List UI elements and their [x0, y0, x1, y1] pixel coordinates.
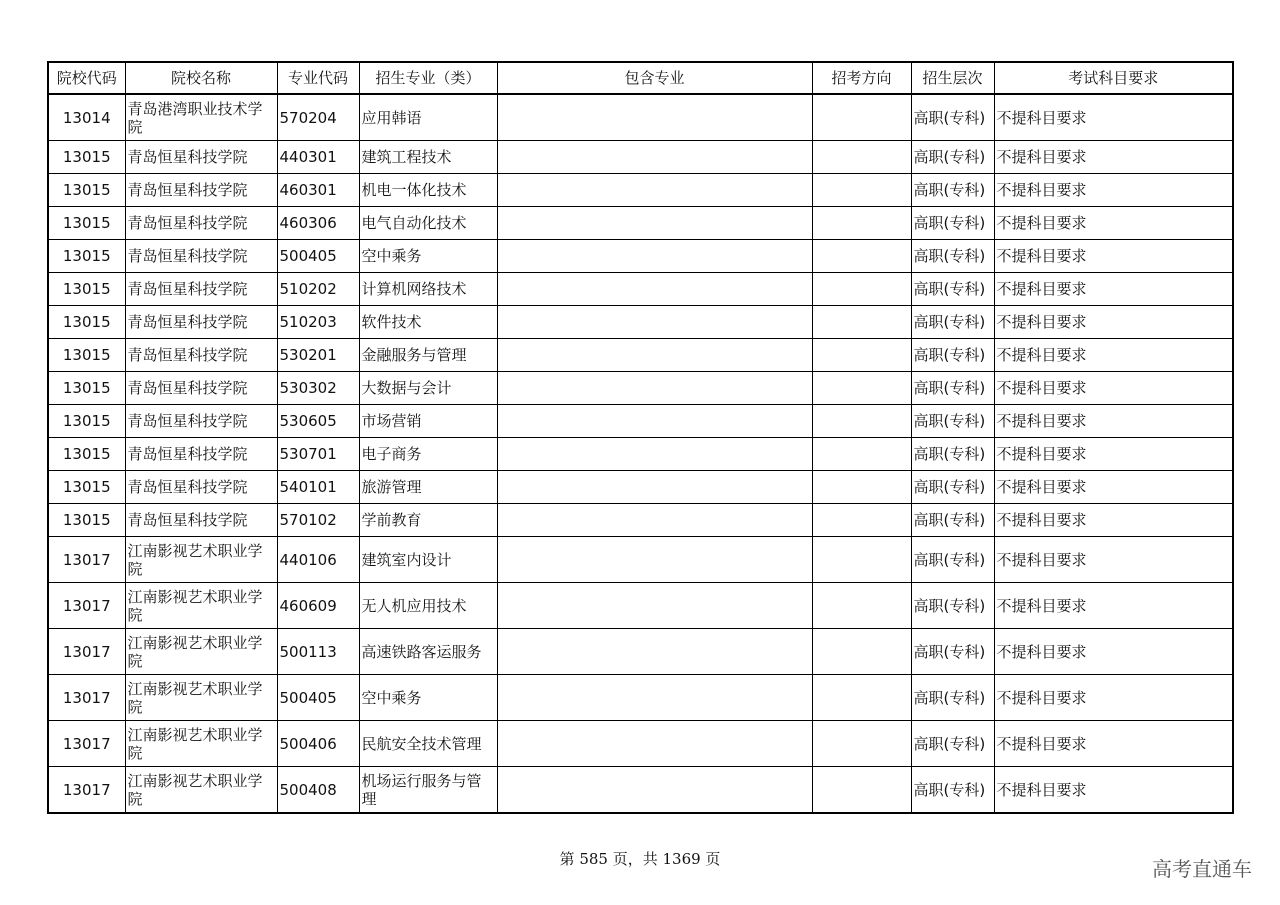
cell-level: 高职(专科)	[911, 306, 994, 339]
cell-direction	[812, 583, 911, 629]
cell-major-code: 460301	[277, 174, 359, 207]
cell-major: 应用韩语	[359, 94, 497, 141]
cell-school-code: 13017	[48, 583, 125, 629]
cell-major-code: 500405	[277, 675, 359, 721]
cell-subject-requirement: 不提科目要求	[994, 94, 1233, 141]
cell-included-majors	[497, 339, 812, 372]
cell-direction	[812, 537, 911, 583]
cell-major-code: 530701	[277, 438, 359, 471]
cell-school-code: 13015	[48, 273, 125, 306]
cell-school-code: 13015	[48, 405, 125, 438]
cell-level: 高职(专科)	[911, 141, 994, 174]
cell-level: 高职(专科)	[911, 504, 994, 537]
cell-school-name: 青岛港湾职业技术学院	[125, 94, 277, 141]
cell-subject-requirement: 不提科目要求	[994, 504, 1233, 537]
cell-school-name: 江南影视艺术职业学院	[125, 583, 277, 629]
cell-direction	[812, 339, 911, 372]
cell-school-code: 13017	[48, 629, 125, 675]
cell-school-name: 江南影视艺术职业学院	[125, 721, 277, 767]
cell-school-name: 江南影视艺术职业学院	[125, 537, 277, 583]
cell-major-code: 500408	[277, 767, 359, 814]
cell-school-name: 青岛恒星科技学院	[125, 339, 277, 372]
table-row	[48, 438, 1233, 471]
col-header-included-majors: 包含专业	[497, 62, 812, 94]
cell-direction	[812, 94, 911, 141]
cell-major-code: 540101	[277, 471, 359, 504]
cell-school-name: 青岛恒星科技学院	[125, 240, 277, 273]
table-row	[48, 174, 1233, 207]
table-row	[48, 273, 1233, 306]
cell-school-code: 13015	[48, 306, 125, 339]
col-header-level: 招生层次	[911, 62, 994, 94]
cell-school-code: 13015	[48, 141, 125, 174]
cell-included-majors	[497, 372, 812, 405]
cell-major-code: 530302	[277, 372, 359, 405]
cell-included-majors	[497, 306, 812, 339]
table-row	[48, 537, 1233, 583]
cell-major: 电气自动化技术	[359, 207, 497, 240]
cell-direction	[812, 471, 911, 504]
cell-included-majors	[497, 504, 812, 537]
cell-subject-requirement: 不提科目要求	[994, 675, 1233, 721]
cell-level: 高职(专科)	[911, 174, 994, 207]
cell-school-name: 青岛恒星科技学院	[125, 141, 277, 174]
cell-school-name: 江南影视艺术职业学院	[125, 629, 277, 675]
cell-school-code: 13014	[48, 94, 125, 141]
cell-direction	[812, 675, 911, 721]
cell-major: 民航安全技术管理	[359, 721, 497, 767]
cell-direction	[812, 405, 911, 438]
cell-direction	[812, 174, 911, 207]
cell-included-majors	[497, 675, 812, 721]
table-row	[48, 767, 1233, 814]
cell-school-name: 青岛恒星科技学院	[125, 438, 277, 471]
cell-major-code: 500405	[277, 240, 359, 273]
col-header-subject-requirement: 考试科目要求	[994, 62, 1233, 94]
cell-direction	[812, 504, 911, 537]
cell-level: 高职(专科)	[911, 240, 994, 273]
col-header-major-code: 专业代码	[277, 62, 359, 94]
table-row	[48, 240, 1233, 273]
cell-school-name: 青岛恒星科技学院	[125, 306, 277, 339]
cell-included-majors	[497, 438, 812, 471]
cell-major-code: 510203	[277, 306, 359, 339]
table-row	[48, 207, 1233, 240]
cell-school-code: 13015	[48, 372, 125, 405]
cell-direction	[812, 629, 911, 675]
cell-included-majors	[497, 207, 812, 240]
cell-direction	[812, 141, 911, 174]
table-row	[48, 721, 1233, 767]
cell-level: 高职(专科)	[911, 721, 994, 767]
admission-table	[47, 61, 1234, 814]
cell-included-majors	[497, 537, 812, 583]
cell-level: 高职(专科)	[911, 767, 994, 814]
cell-level: 高职(专科)	[911, 94, 994, 141]
table-row	[48, 94, 1233, 141]
cell-level: 高职(专科)	[911, 339, 994, 372]
cell-level: 高职(专科)	[911, 438, 994, 471]
cell-included-majors	[497, 405, 812, 438]
cell-included-majors	[497, 174, 812, 207]
cell-subject-requirement: 不提科目要求	[994, 174, 1233, 207]
cell-direction	[812, 721, 911, 767]
table-row	[48, 306, 1233, 339]
cell-major: 学前教育	[359, 504, 497, 537]
cell-subject-requirement: 不提科目要求	[994, 240, 1233, 273]
cell-subject-requirement: 不提科目要求	[994, 306, 1233, 339]
cell-major: 计算机网络技术	[359, 273, 497, 306]
cell-level: 高职(专科)	[911, 405, 994, 438]
cell-subject-requirement: 不提科目要求	[994, 721, 1233, 767]
cell-school-code: 13017	[48, 721, 125, 767]
cell-major-code: 530605	[277, 405, 359, 438]
cell-major: 电子商务	[359, 438, 497, 471]
cell-subject-requirement: 不提科目要求	[994, 767, 1233, 814]
cell-major: 高速铁路客运服务	[359, 629, 497, 675]
table-row	[48, 471, 1233, 504]
cell-included-majors	[497, 94, 812, 141]
cell-school-name: 青岛恒星科技学院	[125, 273, 277, 306]
cell-direction	[812, 767, 911, 814]
cell-level: 高职(专科)	[911, 372, 994, 405]
cell-subject-requirement: 不提科目要求	[994, 207, 1233, 240]
cell-school-code: 13015	[48, 339, 125, 372]
cell-school-code: 13017	[48, 537, 125, 583]
cell-school-name: 青岛恒星科技学院	[125, 174, 277, 207]
cell-major-code: 500406	[277, 721, 359, 767]
cell-major: 金融服务与管理	[359, 339, 497, 372]
cell-subject-requirement: 不提科目要求	[994, 471, 1233, 504]
cell-subject-requirement: 不提科目要求	[994, 629, 1233, 675]
table-row	[48, 629, 1233, 675]
cell-major: 软件技术	[359, 306, 497, 339]
cell-included-majors	[497, 721, 812, 767]
cell-major-code: 440301	[277, 141, 359, 174]
cell-direction	[812, 372, 911, 405]
table-body	[48, 94, 1233, 813]
cell-major: 空中乘务	[359, 240, 497, 273]
cell-major-code: 510202	[277, 273, 359, 306]
col-header-direction: 招考方向	[812, 62, 911, 94]
cell-school-code: 13017	[48, 675, 125, 721]
cell-major-code: 440106	[277, 537, 359, 583]
cell-subject-requirement: 不提科目要求	[994, 537, 1233, 583]
cell-school-name: 江南影视艺术职业学院	[125, 675, 277, 721]
table-row	[48, 405, 1233, 438]
cell-major-code: 460306	[277, 207, 359, 240]
cell-major-code: 500113	[277, 629, 359, 675]
cell-school-name: 江南影视艺术职业学院	[125, 767, 277, 814]
cell-school-name: 青岛恒星科技学院	[125, 207, 277, 240]
cell-school-code: 13015	[48, 504, 125, 537]
cell-included-majors	[497, 240, 812, 273]
cell-major-code: 570102	[277, 504, 359, 537]
cell-included-majors	[497, 273, 812, 306]
cell-level: 高职(专科)	[911, 207, 994, 240]
cell-major: 机电一体化技术	[359, 174, 497, 207]
cell-level: 高职(专科)	[911, 273, 994, 306]
cell-subject-requirement: 不提科目要求	[994, 372, 1233, 405]
table-row	[48, 504, 1233, 537]
cell-major: 市场营销	[359, 405, 497, 438]
cell-school-name: 青岛恒星科技学院	[125, 372, 277, 405]
table-row	[48, 141, 1233, 174]
cell-major: 建筑工程技术	[359, 141, 497, 174]
cell-major: 无人机应用技术	[359, 583, 497, 629]
cell-included-majors	[497, 767, 812, 814]
cell-direction	[812, 240, 911, 273]
cell-direction	[812, 207, 911, 240]
cell-direction	[812, 438, 911, 471]
cell-major-code: 530201	[277, 339, 359, 372]
cell-direction	[812, 306, 911, 339]
cell-subject-requirement: 不提科目要求	[994, 141, 1233, 174]
cell-included-majors	[497, 583, 812, 629]
table-row	[48, 583, 1233, 629]
cell-school-name: 青岛恒星科技学院	[125, 471, 277, 504]
cell-level: 高职(专科)	[911, 537, 994, 583]
cell-included-majors	[497, 471, 812, 504]
cell-school-name: 青岛恒星科技学院	[125, 504, 277, 537]
cell-level: 高职(专科)	[911, 471, 994, 504]
cell-major: 旅游管理	[359, 471, 497, 504]
cell-major: 大数据与会计	[359, 372, 497, 405]
cell-included-majors	[497, 141, 812, 174]
header-row	[48, 62, 1233, 94]
table-row	[48, 339, 1233, 372]
cell-school-name: 青岛恒星科技学院	[125, 405, 277, 438]
cell-subject-requirement: 不提科目要求	[994, 339, 1233, 372]
table-row	[48, 675, 1233, 721]
cell-major: 空中乘务	[359, 675, 497, 721]
page-number: 第 585 页，共 1369 页	[559, 850, 721, 868]
cell-major: 机场运行服务与管理	[359, 767, 497, 814]
cell-major: 建筑室内设计	[359, 537, 497, 583]
watermark: 高考直通车	[1152, 857, 1252, 881]
col-header-school-name: 院校名称	[125, 62, 277, 94]
cell-subject-requirement: 不提科目要求	[994, 273, 1233, 306]
cell-school-code: 13015	[48, 471, 125, 504]
cell-level: 高职(专科)	[911, 629, 994, 675]
table-row	[48, 372, 1233, 405]
cell-school-code: 13015	[48, 207, 125, 240]
cell-major-code: 460609	[277, 583, 359, 629]
col-header-major: 招生专业（类）	[359, 62, 497, 94]
cell-subject-requirement: 不提科目要求	[994, 405, 1233, 438]
cell-subject-requirement: 不提科目要求	[994, 583, 1233, 629]
cell-school-code: 13015	[48, 174, 125, 207]
cell-school-code: 13015	[48, 438, 125, 471]
cell-direction	[812, 273, 911, 306]
cell-school-code: 13017	[48, 767, 125, 814]
cell-level: 高职(专科)	[911, 675, 994, 721]
cell-major-code: 570204	[277, 94, 359, 141]
col-header-school-code: 院校代码	[48, 62, 125, 94]
cell-subject-requirement: 不提科目要求	[994, 438, 1233, 471]
cell-school-code: 13015	[48, 240, 125, 273]
cell-level: 高职(专科)	[911, 583, 994, 629]
cell-included-majors	[497, 629, 812, 675]
